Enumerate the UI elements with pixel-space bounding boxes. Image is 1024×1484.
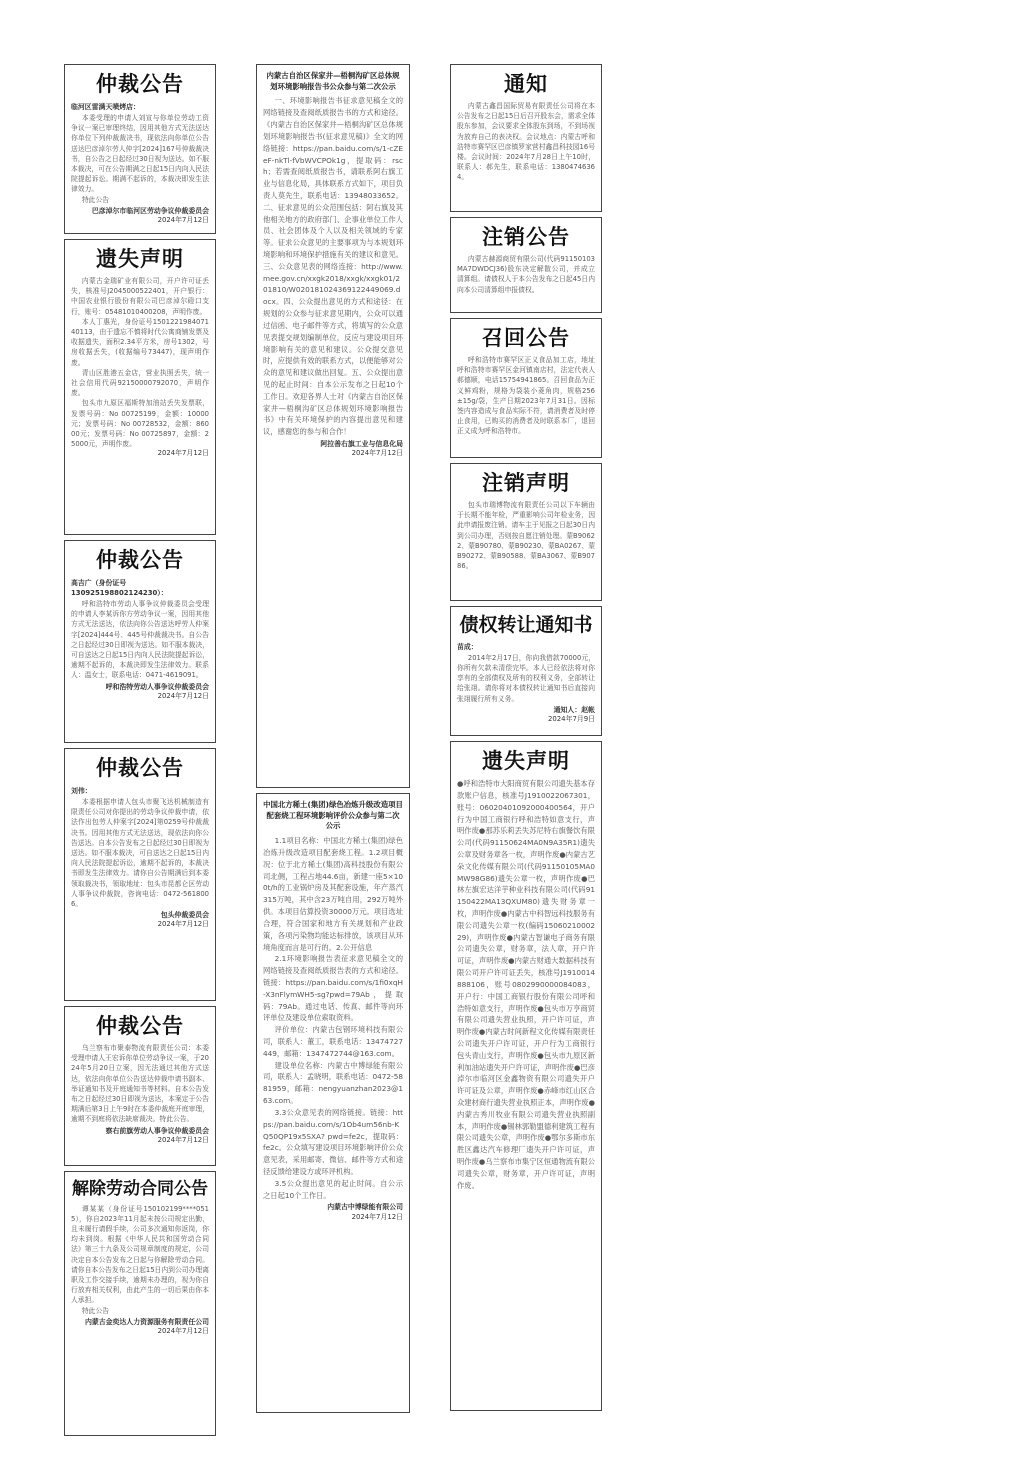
notice-paragraph: 2014年2月17日，你向我借款70000元，你所有欠款未清偿完毕。本人已经依法将对你享有的全部债权及所有的权利义务，全部转让给张翊。请你将对本债权转让通知书后直接向张翊履行所有义务。	[457, 653, 595, 703]
notice-paragraph: 乌兰察布市聚泰物流有限责任公司：本委受理申请人王宏诉你单位劳动争议一案，于2024年5月20日立案，因无法通过其他方式送达，依法向你单位公告送达仲裁申请书副本、举证通知书及开庭通知书等材料。自本公告发布之日起经过30日即视为送达，本案定于公告期满后第3日上午9时在本委仲裁庭开庭审理，逾期不到庭将依法缺席裁决。特此公告。	[71, 1044, 209, 1124]
notice-paragraph: 本人丁惠光，身份证号150122198407140113，由于遗忘不慎将时代公寓商铺发票及收据遗失，面积2.34平方米，房号1302，号房收据丢失，(收据编号73447)，现声明作废。	[71, 317, 209, 367]
notice-title: 注销声明	[482, 471, 570, 495]
arbitration-notice-3	[64, 748, 216, 1001]
notice-subtitle: 内蒙古自治区保家井—梧桐沟矿区总体规划环境影响报告书公众参与第二次公示	[266, 71, 400, 91]
arbitration-notice-2	[64, 540, 216, 743]
notice-title: 遗失声明	[96, 247, 184, 271]
notice-date: 2024年7月12日	[157, 920, 209, 929]
shareholder-meeting-notice	[450, 64, 602, 212]
notice-title: 注销公告	[482, 225, 570, 249]
debt-transfer-notice	[450, 606, 602, 736]
column-right	[450, 64, 602, 1416]
recall-notice	[450, 318, 602, 458]
notice-signer: 包头仲裁委员会	[160, 911, 209, 920]
notice-title: 债权转让通知书	[459, 614, 593, 636]
notice-paragraph: 评价单位：内蒙古包钢环境科技有限公司，联系人：董工，联系电话：13474727449，邮箱：1347472744@163.com。	[263, 1025, 403, 1058]
notice-paragraph: 呼和浩特市赛罕区正义食品加工店，地址呼和浩特市赛罕区金河镇南店村，法定代表人郝德顺，电话15754941865。召回食品为正义鲜鸡粉，规格为袋装小菱角肉，规格256±15g/袋，生产日期2023年7月31日。因标签内容造成与食品实际不符，请消费者及时停止食用，已购买的消费者及时联系本厂，退回正义成为呼和浩特市。	[457, 356, 595, 436]
notice-signer: 巴彦淖尔市临河区劳动争议仲裁委员会	[91, 206, 209, 215]
notice-paragraph: 包头市九原区福斯特加油站丢失发票联，发票号码：No 00725199，金额：10000元；发票号码：No 00728532，金额：86000元；发票号码：No 00725897，金额：25000元，声明作废。	[71, 399, 209, 449]
loss-statement-2	[450, 741, 602, 1411]
notice-paragraph: 谭某某（身份证号150102199****0515），你自2023年11月起未按公司规定出勤，且未履行请假手续，公司多次通知你返岗，你均未到岗。根据《中华人民共和国劳动合同法》第三十九条及公司规章制度的规定，公司决定自本公告发布之日起与你解除劳动合同。请你自本公告发布之日起15日内到公司办理离职及工作交接手续，逾期未办理的，视为你自行放弃相关权利，由此产生的一切后果由你本人承担。	[71, 1204, 209, 1305]
notice-paragraph: 本委受理的申请人刘宣与你单位劳动工资争议一案已审理终结，因用其他方式无法送达你单位下列仲裁裁决书，现依法向你单位公告送达巴彦淖尔劳人仲字[2024]167号仲裁裁决书，自公告之日起经过30日视为送达。如不服本裁决，可在公告期满之日起15日内向人民法院提起诉讼。期满不起诉的，本裁决即发生法律效力。	[71, 114, 209, 194]
notice-signer: 呼和浩特劳动人事争议仲裁委员会	[105, 682, 209, 691]
deregistration-statement	[450, 463, 602, 601]
notice-title: 仲裁公告	[96, 72, 184, 96]
notice-date: 2024年7月12日	[157, 449, 209, 458]
labor-contract-termination-notice	[64, 1171, 216, 1436]
arbitration-notice-1	[64, 64, 216, 234]
notice-salutation: 刘伟：	[71, 787, 92, 796]
notice-title: 仲裁公告	[96, 756, 184, 780]
notice-paragraph: 1.1项目名称：中国北方稀土(集团)绿色冶炼升级改造项目配套烧工程。1.2项目概况：位于北方稀土(集团)高科技股份有限公司北侧，工程占地44.6亩，新建一座5×100t/h的工业锅炉房及其配套设施，年产蒸汽315万吨，其中含23万吨自用，292万吨外供。本项目估算投资30000万元。项目选址合理，符合国家和地方有关规划和产业政策，各项污染物均能达标排放，该项目从环境角度而言是可行的。2.公开信息	[263, 836, 403, 952]
notice-date: 2024年7月9日	[548, 715, 595, 724]
notice-paragraph: 内蒙古鑫昌国际贸易有限责任公司将在本公告发布之日起15日后召开股东会，需求全体股东参加，会议要求全体股东到场，不到场视为放弃自己的表决权。会议地点：内蒙古呼和浩特市赛罕区巴彦镇罗家营村鑫昌科技园16号楼。会议时间：2024年7月28日上午10时，联系人：郝先生，联系电话：13804746364。	[457, 102, 595, 182]
notice-title: 遗失声明	[482, 749, 570, 773]
notice-paragraph: 3.5公众提出意见的起止时间。自公示之日起10个工作日。	[263, 1178, 403, 1200]
notice-date: 2024年7月12日	[157, 691, 209, 700]
notice-paragraph: 本委根据申请人包头市聚飞达机械制造有限责任公司对你提出的劳动争议仲裁申请，依法作出包劳人仲案字[2024]第0259号仲裁裁决书。因用其他方式无法送达，现依法向你公告送达。自本公告发布之日起经过30日即视为送达。如不服本裁决，可自送达之日起15日内向人民法院提起诉讼，逾期不起诉的，本裁决书即发生法律效力。请你自公告期满后到本委领取裁决书，领取地址：包头市昆都仑区劳动人事争议仲裁院，咨询电话：0472-5618006。	[71, 798, 209, 908]
notice-title: 通知	[504, 72, 548, 96]
notice-signer: 阿拉善右旗工业与信息化局	[320, 440, 403, 449]
notice-title: 仲裁公告	[96, 548, 184, 572]
column-middle	[256, 64, 410, 1418]
notice-signer: 察右前旗劳动人事争议仲裁委员会	[105, 1126, 209, 1135]
notice-paragraph: 建设单位名称：内蒙古中博绿能有限公司，联系人：孟晓明，联系电话：0472-5881959，邮箱：nengyuanzhan2023@163.com。	[263, 1060, 403, 1106]
notice-date: 2024年7月12日	[351, 449, 403, 458]
notice-salutation: 临河区雷满天喷烤店：	[71, 103, 140, 112]
notice-salutation: 高吉广（身份证号130925198802124230）：	[71, 579, 168, 598]
notice-paragraph: 内蒙古赫源商贸有限公司(代码91150103MA7DWDCJ36)股东决定解散公司，并成立清算组。请债权人于本公告发布之日起45日内向本公司清算组申报债权。	[457, 255, 595, 294]
notice-paragraph: 特此公告	[81, 1306, 110, 1315]
notice-paragraph: 青山区胜港五金店，营业执照丢失，统一社会信用代码92150000792070，声明作废。	[71, 368, 209, 398]
deregistration-notice	[450, 217, 602, 313]
notice-salutation: 苗成：	[457, 642, 478, 651]
notice-paragraph: 包头市瑞博物流有限责任公司以下车辆由于长期不能年检，严重影响公司年检业务，因此申请报废注销。请车主于见报之日起30日内到公司办理，否则按自愿注销处理。蒙B90622、蒙B90780、蒙B90230、蒙BA0267、蒙B90272、蒙B90588、蒙BA3067、蒙B90786。	[457, 501, 595, 571]
notice-paragraph: ●呼和浩特市大阳商贸有限公司遗失基本存款账户信息，核准号J1910022067301，账号：06020401092000400564，开户行为中国工商银行呼和浩特如意支行，声明作废●那苏乐莉丢失苏尼特右旗餐饮有限公司(代码91150624MA0N9A35R1)遗失公章及财务章各一枚，声明作废●内蒙古艺朵文化传媒有限公司(代码91150105MA0MW98G86)遗失公章一枚，声明作废●巴林左旗宏达洋芋种业科技有限公司(代码91150422MA13QXUM80)遗失财务章一枚，声明作废●内蒙古中科智远科技服务有限公司遗失公章一枚(编码1506021000229)，声明作废●内蒙古智谦电子商务有限公司遗失公章，财务章，法人章，开户许可证，声明作废●内蒙古财通大数据科技有限公司开户许可证丢失，核准号J1910014888106，账号0802990000084083，开户行：中国工商银行股份有限公司呼和浩特如意支行，声明作废●包头市万亨商贸有限公司遗失营业执照，开户许可证，声明作废●内蒙古时间新程文化传媒有限责任公司遗失开户许可证，开户行为工商银行包头青山支行，声明作废●包头市九原区新利加油站遗失开户许可证，声明作废●巴彦淖尔市临河区金鑫物资有限公司遗失开户许可证及公章，声明作废●赤峰市红山区合众建材商行遗失营业执照正本，声明作废●内蒙古秀川牧业有限公司遗失营业执照副本，声明作废●锡林郭勒盟德利建筑工程有限公司遗失公章，声明作废●鄂尔多斯市东胜区鑫达汽车修理厂遗失开户许可证，声明作废●乌兰察布市集宁区恒通物流有限公司遗失公章，财务章，开户许可证，声明作废。	[457, 779, 595, 1190]
arbitration-notice-4	[64, 1006, 216, 1166]
notice-title: 召回公告	[482, 326, 570, 350]
notice-date: 2024年7月12日	[157, 1327, 209, 1336]
notice-signer: 内蒙古中博绿能有限公司	[327, 1203, 403, 1212]
notice-date: 2024年7月12日	[351, 1212, 403, 1221]
eia-public-notice-1	[256, 64, 410, 788]
notice-paragraph: 3.3公众意见表的网络链接。链接：https://pan.baidu.com/s/1Ob4um56nb-KQ50QP19x5SXA? pwd=fe2c，提取码：fe2c。公众填写建设项目环境影响评价公众意见表，采用邮寄、微信、邮件等方式和途径反馈给建设方或环评机构。	[263, 1107, 403, 1176]
notice-paragraph: 特此公告	[81, 195, 110, 204]
notice-date: 2024年7月12日	[157, 216, 209, 225]
notice-title: 解除劳动合同公告	[72, 1179, 208, 1199]
notice-paragraph: 2.1环境影响报告表征求意见稿全文的网络链接及查阅纸质报告表的方式和途径。链接：https://pan.baidu.com/s/1fi0xqH-X3nFlymWH5-sg?pwd=79Ab，提取码：79Ab。通过电话、传真、邮件等向环评单位及建设单位索取资料。	[263, 954, 403, 1023]
column-left	[64, 64, 216, 1441]
notice-title: 仲裁公告	[96, 1014, 184, 1038]
notice-subtitle: 中国北方稀土(集团)绿色冶炼升级改造项目配套烧工程环境影响评价公众参与第二次公示	[263, 800, 403, 831]
notice-paragraph: 呼和浩特市劳动人事争议仲裁委员会受理的申请人李某诉你方劳动争议一案，因用其他方式无法送达，依法向你公告送达呼劳人仲案字[2024]444号、445号仲裁裁决书。自公告之日起经过30日即视为送达。如不服本裁决，可自送达之日起15日内向人民法院提起诉讼，逾期不起诉的，本裁决即发生法律效力。联系人：温女士，联系电话：0471-4619091。	[71, 600, 209, 680]
notice-paragraph: 一、环境影响报告书征求意见稿全文的网络链接及查阅纸质报告书的方式和途径。《内蒙古自治区保家井—梧桐沟矿区总体规划环境影响报告书(征求意见稿)》全文的网络链接：https://pan.baidu.com/s/1-cZEeF-nkTl-fVbWVCPOk1g，提取码：rsch；若需查阅纸质报告书，请联系阿右旗工业与信息化局，具体联系方式如下，项目负责人莫先生，联系电话：13948033652。二、征求意见的公众范围包括：阿右旗及其他相关地方的政府部门、企事业单位工作人员、社会团体及个人以及相关领域的专家等。征求公众意见的主要事项为与本规划环境影响和环境保护措施有关的建议和意见。三、公众意见表的网络连接：http://www.mee.gov.cn/xxgk2018/xxgk/xxgk01/201810/W020181024369122449069.docx。四、公众提出意见的方式和途径：在规划的公众参与征求意见期内，公众可以通过信函、电子邮件等方式，将填写的公众意见表提交规划编制单位，反应与建设项目环境影响有关的意见和建议。公众提交意见时，应提供有效的联系方式，以便能够对公众的意见和建议做出回复。五、公众提出意见的起止时间：自本公示发布之日起10个工作日。欢迎各界人士对《内蒙古自治区保家井—梧桐沟矿区总体规划环境影响报告书》中有关环境保护的内容提出意见和建议，感谢您的参与和合作！	[263, 96, 403, 437]
notice-signer: 内蒙古金奕达人力资源服务有限责任公司	[84, 1317, 209, 1326]
eia-public-notice-2	[256, 793, 410, 1413]
loss-statement-1	[64, 239, 216, 535]
notice-date: 2024年7月12日	[157, 1135, 209, 1144]
notice-paragraph: 内蒙古金瑞矿业有限公司，开户许可证丢失，核准号J2045000522401，开户银行：中国农业银行股份有限公司巴彦淖尔磴口支行，账号：05481010400208，声明作废。	[71, 277, 209, 316]
notice-signer: 通知人：赵帐	[553, 705, 595, 714]
